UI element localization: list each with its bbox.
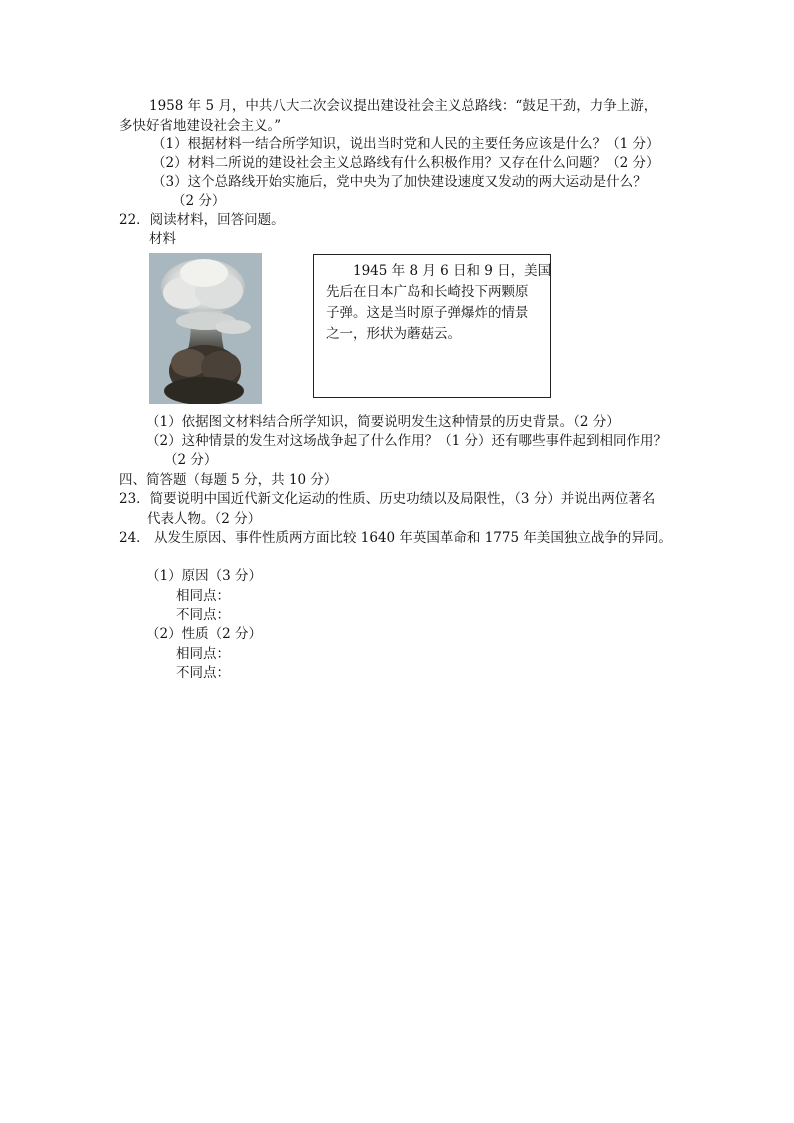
q21-subquestion-3-score: （2 分） bbox=[172, 193, 226, 209]
q24-nature-same: 相同点： bbox=[176, 646, 230, 662]
q23-line2: 代表人物。（2 分） bbox=[147, 511, 262, 527]
q21-subquestion-1: （1）根据材料一结合所学知识，说出当时党和人民的主要任务应该是什么？（1 分） bbox=[152, 136, 660, 152]
material-intro-line2: 多快好省地建设社会主义。” bbox=[119, 118, 282, 134]
q24-cause-diff: 不同点： bbox=[176, 607, 230, 623]
material-intro-line1: 1958 年 5 月，中共八大二次会议提出建设社会主义总路线：“鼓足干劲，力争上游， bbox=[149, 98, 658, 114]
q24-part-cause: （1）原因（3 分） bbox=[146, 568, 262, 584]
mushroom-cloud-image bbox=[149, 253, 262, 404]
caption-line-1: 1945 年 8 月 6 日和 9 日，美国 bbox=[353, 263, 552, 279]
q24-nature-diff: 不同点： bbox=[176, 665, 230, 681]
q24-question: 24． 从发生原因、事件性质两方面比较 1640 年英国革命和 1775 年美国独立战争的异同。 bbox=[119, 530, 672, 546]
q22-material-label: 材料 bbox=[149, 231, 176, 247]
photo-caption-box bbox=[313, 254, 551, 398]
caption-line-3: 子弹。这是当时原子弹爆炸的情景 bbox=[326, 305, 529, 321]
q24-part-nature: （2）性质（2 分） bbox=[146, 626, 262, 642]
q22-subquestion-1: （1）依据图文材料结合所学知识，简要说明发生这种情景的历史背景。（2 分） bbox=[146, 414, 620, 430]
caption-line-4: 之一，形状为蘑菇云。 bbox=[326, 326, 461, 342]
section4-heading: 四、简答题（每题 5 分，共 10 分） bbox=[119, 472, 338, 488]
mushroom-cloud-photo bbox=[149, 253, 262, 404]
q22-title: 22．阅读材料，回答问题。 bbox=[119, 212, 285, 228]
q23-line1: 23．简要说明中国近代新文化运动的性质、历史功绩以及局限性，（3 分）并说出两位著名 bbox=[119, 491, 656, 507]
q21-subquestion-3: （3）这个总路线开始实施后，党中央为了加快建设速度又发动的两大运动是什么？ bbox=[152, 174, 647, 190]
q24-cause-same: 相同点： bbox=[176, 588, 230, 604]
q22-subquestion-2: （2）这种情景的发生对这场战争起了什么作用？（1 分）还有哪些事件起到相同作用？ bbox=[146, 433, 667, 449]
caption-line-2: 先后在日本广岛和长崎投下两颗原 bbox=[326, 284, 529, 300]
q21-subquestion-2: （2）材料二所说的建设社会主义总路线有什么积极作用？又存在什么问题？（2 分） bbox=[152, 155, 660, 171]
q22-subquestion-2-score: （2 分） bbox=[164, 452, 218, 468]
